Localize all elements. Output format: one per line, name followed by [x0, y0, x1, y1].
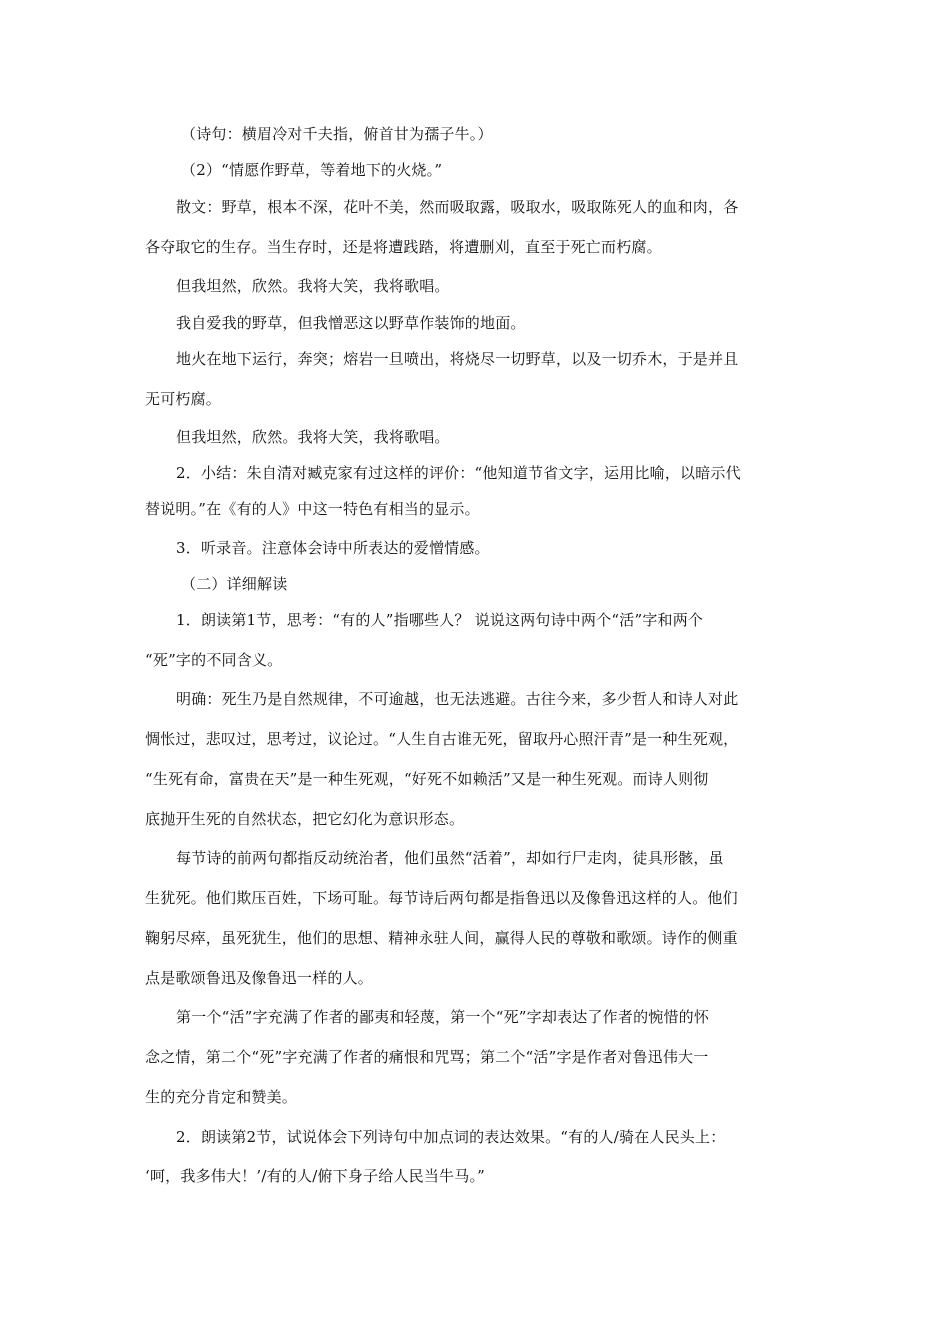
text-line: 惆怅过，悲叹过，思考过，议论过。“人生自古谁无死，留取丹心照汗青”是一种生死观，	[145, 730, 739, 748]
text-line: 第一个“活”字充满了作者的鄙夷和轻蔑，第一个“死”字却表达了作者的惋惜的怀	[176, 1008, 710, 1026]
text-line: 无可朽腐。	[145, 390, 222, 408]
text-line: 明确：死生乃是自然规律，不可逾越，也无法逃避。古往今来，多少哲人和诗人对此	[176, 690, 739, 708]
text-line: 各夺取它的生存。当生存时，还是将遭践踏，将遭删刈，直至于死亡而朽腐。	[145, 238, 662, 256]
text-line: 生犹死。他们欺压百姓，下场可耻。每节诗后两句都是指鲁迅以及像鲁迅这样的人。他们	[145, 889, 738, 907]
text-line: “生死有命，富贵在天”是一种生死观，“好死不如赖活”又是一种生死观。而诗人则彻	[145, 770, 709, 788]
text-line: 3．听录音。注意体会诗中所表达的爱憎情感。	[176, 539, 490, 557]
text-line: 但我坦然，欣然。我将大笑，我将歌唱。	[176, 428, 450, 446]
text-line: 点是歌颂鲁迅及像鲁迅一样的人。	[145, 969, 374, 987]
text-line: 散文：野草，根本不深，花叶不美，然而吸取露，吸取水，吸取陈死人的血和肉，各	[176, 198, 739, 216]
text-line: 替说明。”在《有的人》中这一特色有相当的显示。	[145, 500, 480, 518]
text-line: “死”字的不同含义。	[145, 651, 283, 669]
text-line: 地火在地下运行，奔突；熔岩一旦喷出，将烧尽一切野草，以及一切乔木，于是并且	[176, 350, 739, 368]
text-line: 每节诗的前两句都指反动统治者，他们虽然“活着”，却如行尸走肉，徒具形骸，虽	[176, 849, 724, 867]
text-line: 2．小结：朱自清对臧克家有过这样的评价：“他知道节省文字，运用比喻，以暗示代	[176, 464, 741, 482]
text-line: 底抛开生死的自然状态，把它幻化为意识形态。	[145, 810, 465, 828]
text-line: （2）“情愿作野草，等着地下的火烧。”	[181, 161, 443, 179]
text-line: 2．朗读第2节，试说体会下列诗句中加点词的表达效果。“有的人/骑在人民头上：	[176, 1128, 726, 1146]
text-line: ‘呵，我多伟大！’/有的人/俯下身子给人民当牛马。”	[145, 1167, 486, 1185]
section-heading: （二）详细解读	[181, 575, 288, 593]
text-line: 念之情，第二个“死”字充满了作者的痛恨和咒骂；第二个“活”字是作者对鲁迅伟大一	[145, 1048, 709, 1066]
text-line: 我自爱我的野草，但我憎恶这以野草作装饰的地面。	[176, 314, 526, 332]
text-line: 生的充分肯定和赞美。	[145, 1088, 298, 1106]
text-line: 但我坦然，欣然。我将大笑，我将歌唱。	[176, 277, 450, 295]
text-line: 鞠躬尽瘁，虽死犹生，他们的思想、精神永驻人间，赢得人民的尊敬和歌颂。诗作的侧重	[145, 929, 738, 947]
text-line: （诗句：横眉冷对千夫指，俯首甘为孺子牛。）	[181, 125, 493, 143]
text-line: 1．朗读第1节，思考：“有的人”指哪些人？ 说说这两句诗中两个“活”字和两个	[176, 611, 704, 629]
